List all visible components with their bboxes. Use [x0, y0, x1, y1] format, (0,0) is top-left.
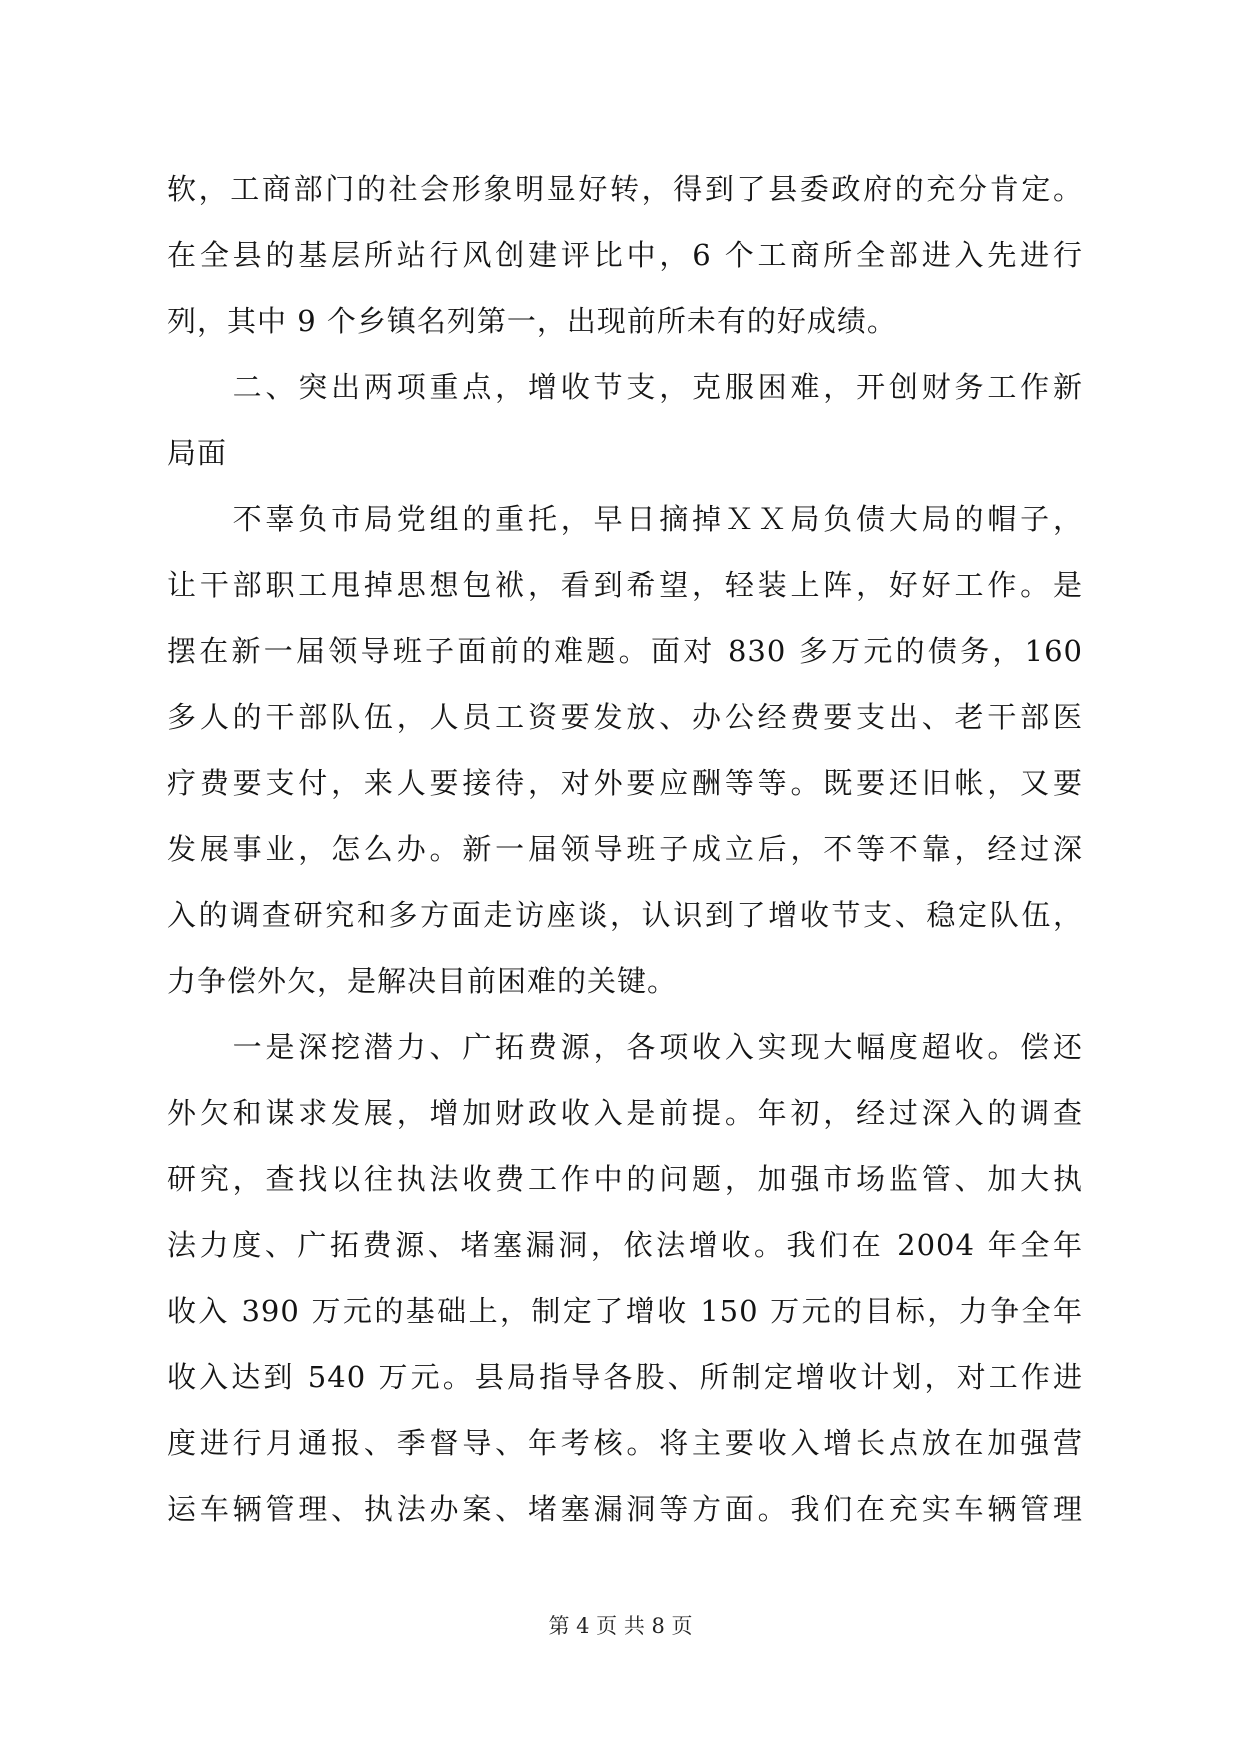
- text-line: 度进行月通报、季督导、年考核。将主要收入增长点放在加强营: [167, 1426, 1083, 1460]
- text-line: 不辜负市局党组的重托，早日摘掉ＸＸ局负债大局的帽子，: [167, 502, 1083, 536]
- text-line: 外欠和谋求发展，增加财政收入是前提。年初，经过深入的调查: [167, 1096, 1083, 1130]
- text-line: 多人的干部队伍，人员工资要发放、办公经费要支出、老干部医: [167, 700, 1083, 734]
- text-line: 疗费要支付，来人要接待，对外要应酬等等。既要还旧帐，又要: [167, 766, 1083, 800]
- text-line: 软，工商部门的社会形象明显好转，得到了县委政府的充分肯定。: [167, 172, 1083, 206]
- text-line: 入的调查研究和多方面走访座谈，认识到了增收节支、稳定队伍，: [167, 898, 1083, 932]
- text-line: 让干部职工甩掉思想包袱，看到希望，轻装上阵，好好工作。是: [167, 568, 1083, 602]
- text-line: 法力度、广拓费源、堵塞漏洞，依法增收。我们在 2004 年全年: [167, 1228, 1083, 1262]
- text-line: 研究，查找以往执法收费工作中的问题，加强市场监管、加大执: [167, 1162, 1083, 1196]
- text-line: 在全县的基层所站行风创建评比中，6 个工商所全部进入先进行: [167, 238, 1083, 272]
- text-line: 一是深挖潜力、广拓费源，各项收入实现大幅度超收。偿还: [167, 1030, 1083, 1064]
- text-line: 运车辆管理、执法办案、堵塞漏洞等方面。我们在充实车辆管理: [167, 1492, 1083, 1526]
- text-line: 发展事业，怎么办。新一届领导班子成立后，不等不靠，经过深: [167, 832, 1083, 866]
- text-line: 收入 390 万元的基础上，制定了增收 150 万元的目标，力争全年: [167, 1294, 1083, 1328]
- text-line: 力争偿外欠，是解决目前困难的关键。: [167, 964, 678, 998]
- text-line: 局面: [167, 436, 228, 470]
- text-line: 列，其中 9 个乡镇名列第一，出现前所未有的好成绩。: [167, 304, 897, 338]
- text-line: 收入达到 540 万元。县局指导各股、所制定增收计划，对工作进: [167, 1360, 1083, 1394]
- text-line: 摆在新一届领导班子面前的难题。面对 830 多万元的债务，160: [167, 634, 1083, 668]
- document-body: [167, 156, 1083, 1542]
- text-line: 二、突出两项重点，增收节支，克服困难，开创财务工作新: [167, 370, 1083, 404]
- page-footer: 第 4 页 共 8 页: [548, 1614, 693, 1638]
